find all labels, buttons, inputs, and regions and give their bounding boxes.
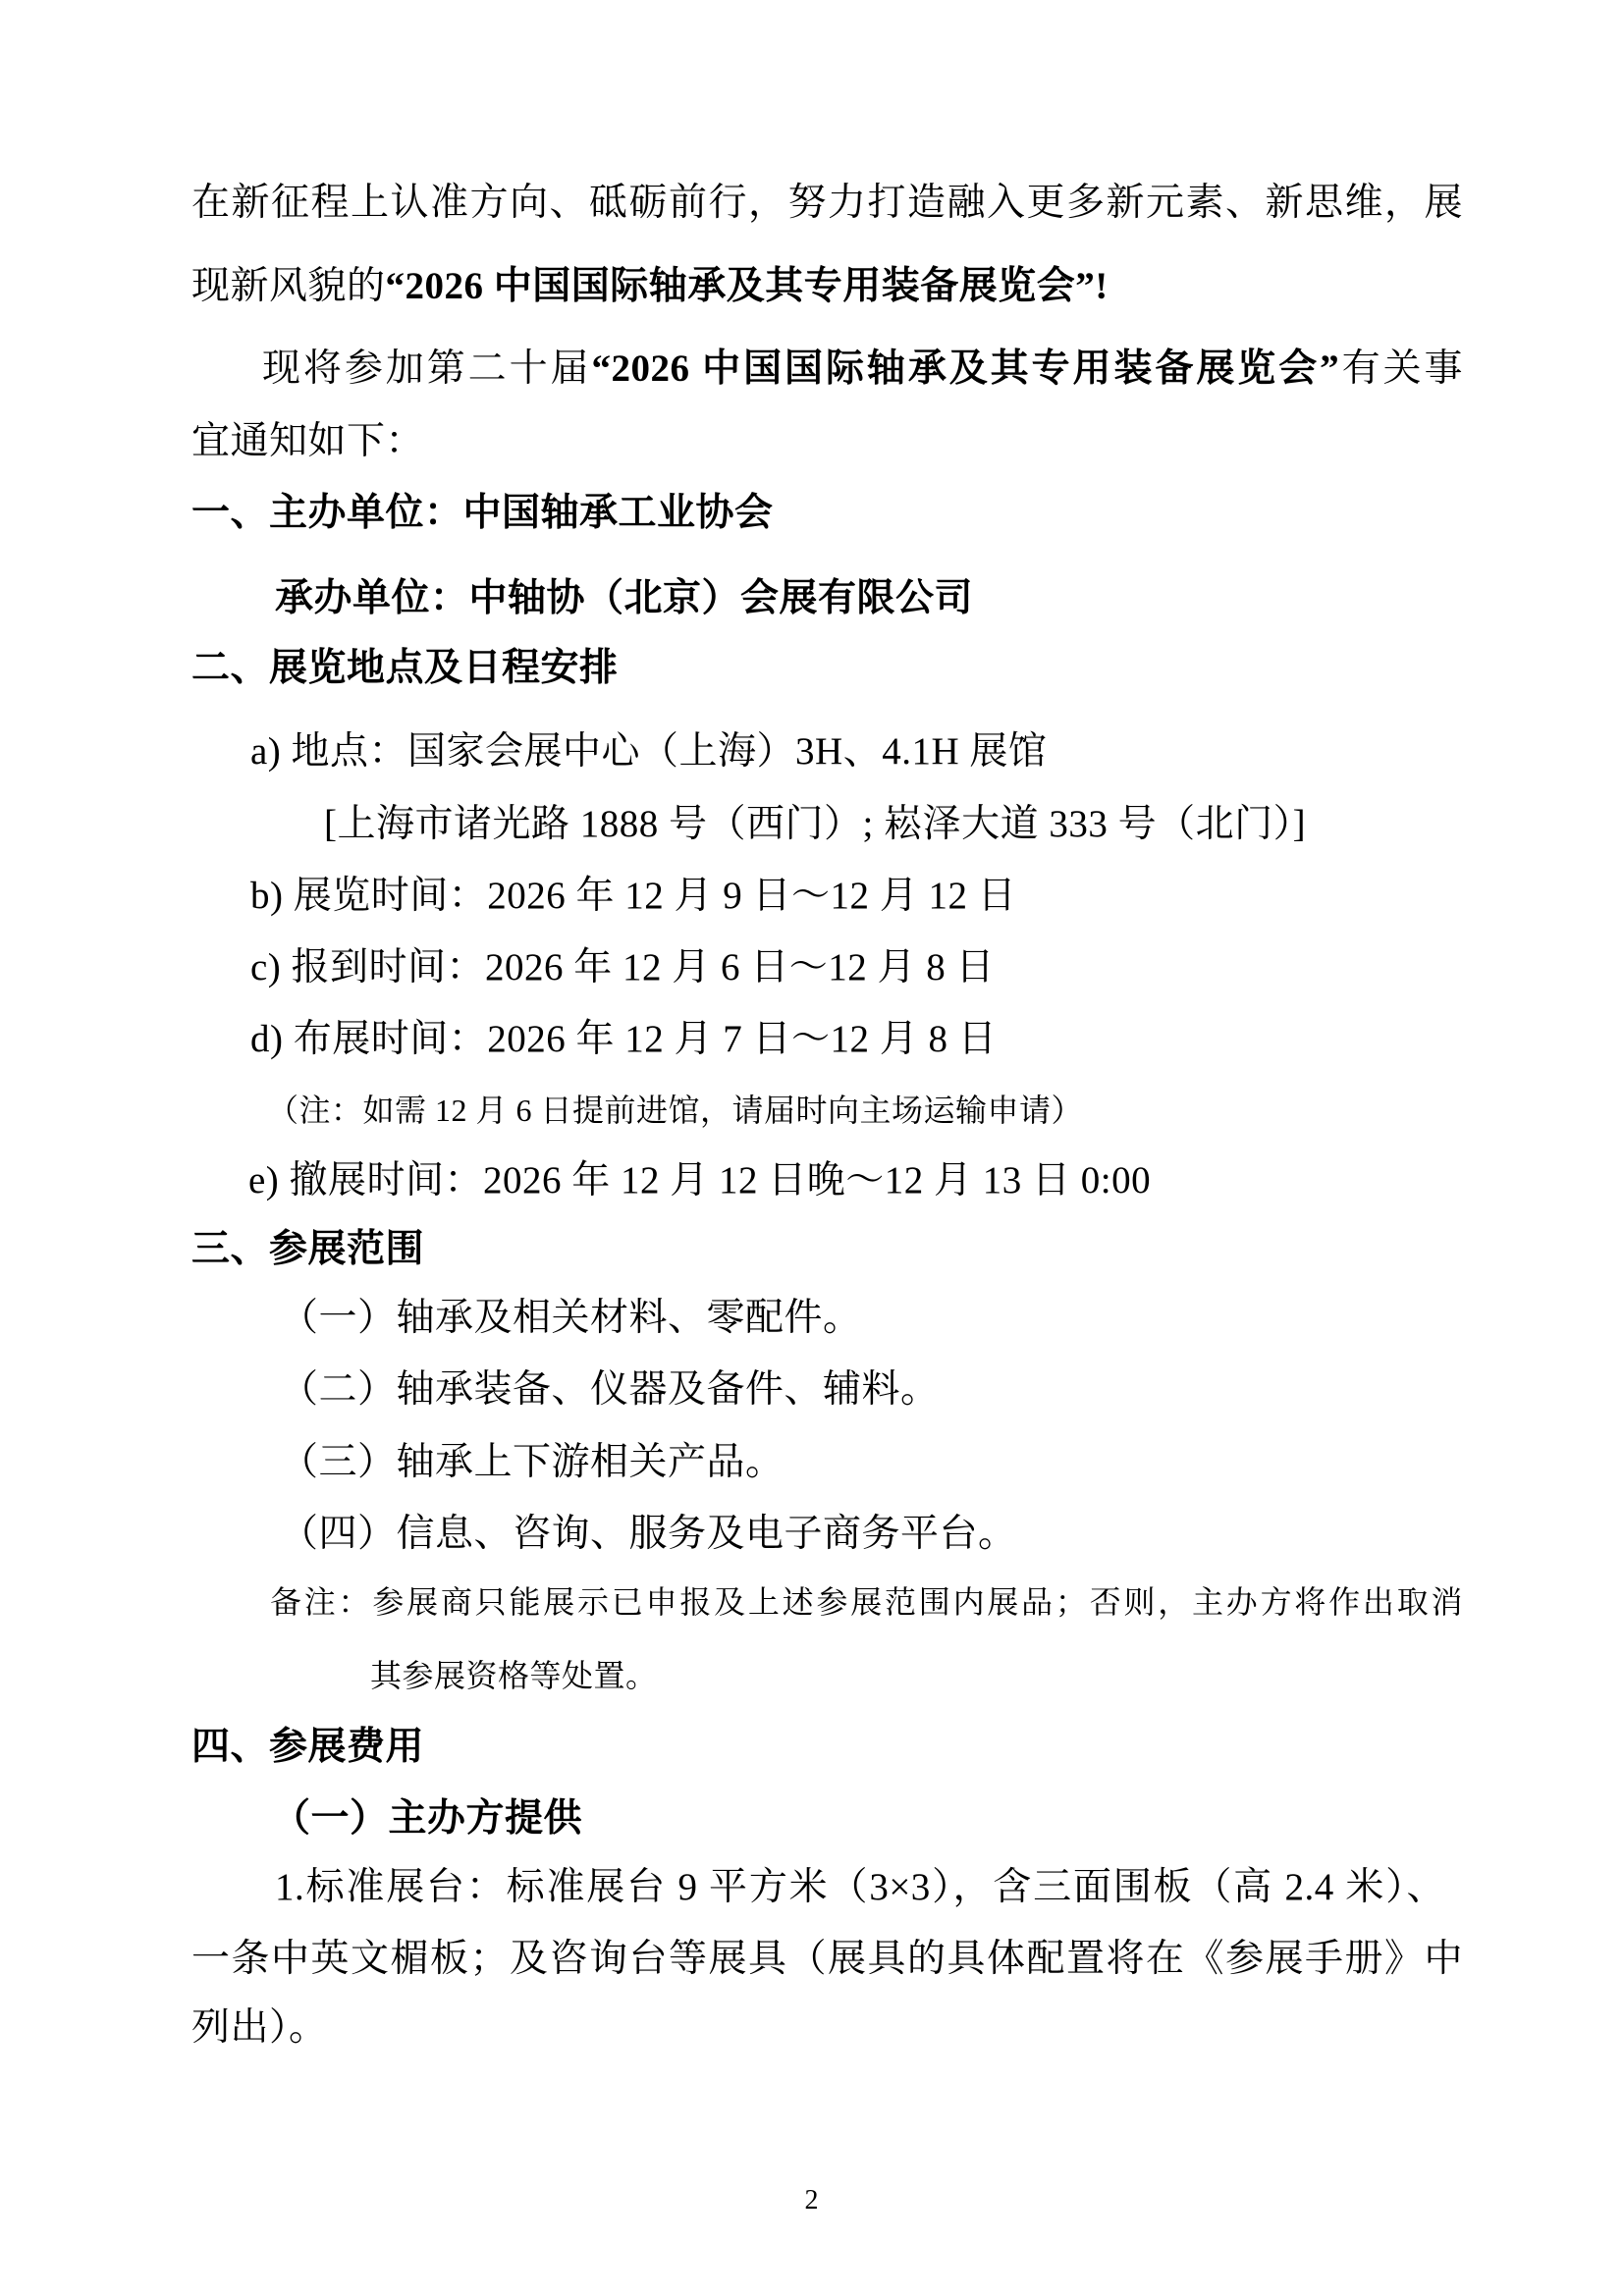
text-line-12	[250, 1016, 997, 1063]
bold-text: “2026 中国国际轴承及其专用装备展览会”!	[385, 265, 1109, 307]
text-line-4	[191, 418, 424, 465]
text-line-6	[275, 575, 973, 622]
regular-text: c) 报到时间：2026 年 12 月 6 日～12 月 8 日	[250, 946, 996, 988]
regular-text: [上海市诸光路 1888 号（西门）; 崧泽大道 333 号（北门）]	[324, 803, 1307, 845]
regular-text: （三）轴承上下游相关产品。	[280, 1441, 784, 1483]
regular-text: （二）轴承装备、仪器及备件、辅料。	[280, 1368, 940, 1411]
text-line-25	[191, 1936, 1463, 1983]
regular-text: 有关事	[1339, 347, 1463, 390]
text-line-11	[250, 944, 995, 991]
bold-text: 二、展览地点及日程安排	[191, 647, 619, 689]
regular-text: 其参展资格等处置。	[370, 1658, 658, 1693]
text-line-18	[280, 1439, 784, 1486]
text-line-17	[280, 1366, 940, 1414]
regular-text: （一）轴承及相关材料、零配件。	[280, 1297, 862, 1339]
bold-text: “2026 中国国际轴承及其专用装备展览会”	[591, 347, 1340, 390]
text-line-19	[280, 1511, 1017, 1558]
text-line-16	[280, 1295, 862, 1342]
regular-text: 现新风貌的	[191, 265, 386, 307]
regular-text: 列出）。	[191, 2006, 328, 2049]
text-line-7	[191, 645, 619, 692]
regular-text: （注：如需 12 月 6 日提前进馆，请届时向主场运输申请）	[267, 1093, 1084, 1128]
bold-text: （一）主办方提供	[272, 1797, 583, 1840]
text-line-15	[191, 1226, 424, 1273]
regular-text: 1.标准展台：标准展台 9 平方米（3×3），含三面围板（高 2.4 米）、	[275, 1866, 1445, 1908]
text-line-2	[191, 263, 1109, 310]
text-line-14	[248, 1157, 1151, 1204]
regular-text: 现将参加第二十届	[262, 347, 592, 390]
text-line-9	[324, 801, 1306, 848]
text-line-23	[272, 1795, 582, 1842]
text-line-1	[191, 180, 1463, 227]
text-line-8	[250, 728, 1047, 775]
regular-text: 备注：参展商只能展示已申报及上述参展范围内展品；否则，主办方将作出取消	[270, 1584, 1463, 1620]
text-line-3	[262, 346, 1463, 393]
regular-text: 一条中英文楣板；及咨询台等展具（展具的具体配置将在《参展手册》中	[191, 1938, 1463, 1980]
regular-text: 宜通知如下：	[191, 420, 425, 462]
regular-text: a) 地点：国家会展中心（上海）3H、4.1H 展馆	[250, 730, 1048, 773]
text-line-10	[250, 873, 1016, 920]
text-line-22	[191, 1724, 424, 1771]
regular-text: b) 展览时间：2026 年 12 月 9 日～12 月 12 日	[250, 875, 1017, 917]
text-line-24	[275, 1864, 1445, 1911]
page-number: 2	[804, 2185, 819, 2216]
bold-text: 三、参展范围	[191, 1228, 425, 1270]
bold-text: 四、参展费用	[191, 1726, 425, 1768]
regular-text: d) 布展时间：2026 年 12 月 7 日～12 月 8 日	[250, 1018, 998, 1060]
text-line-26	[191, 2004, 328, 2052]
regular-text: e) 撤展时间：2026 年 12 月 12 日晚～12 月 13 日 0:00	[248, 1159, 1152, 1201]
text-line-5	[191, 490, 774, 537]
text-line-20	[270, 1583, 1463, 1622]
regular-text: 在新征程上认准方向、砥砺前行，努力打造融入更多新元素、新思维，展	[191, 182, 1463, 224]
text-line-21	[370, 1657, 658, 1695]
regular-text: （四）信息、咨询、服务及电子商务平台。	[280, 1513, 1017, 1555]
bold-text: 一、主办单位：中国轴承工业协会	[191, 492, 774, 534]
text-line-13	[267, 1092, 1083, 1130]
bold-text: 承办单位：中轴协（北京）会展有限公司	[275, 577, 974, 619]
